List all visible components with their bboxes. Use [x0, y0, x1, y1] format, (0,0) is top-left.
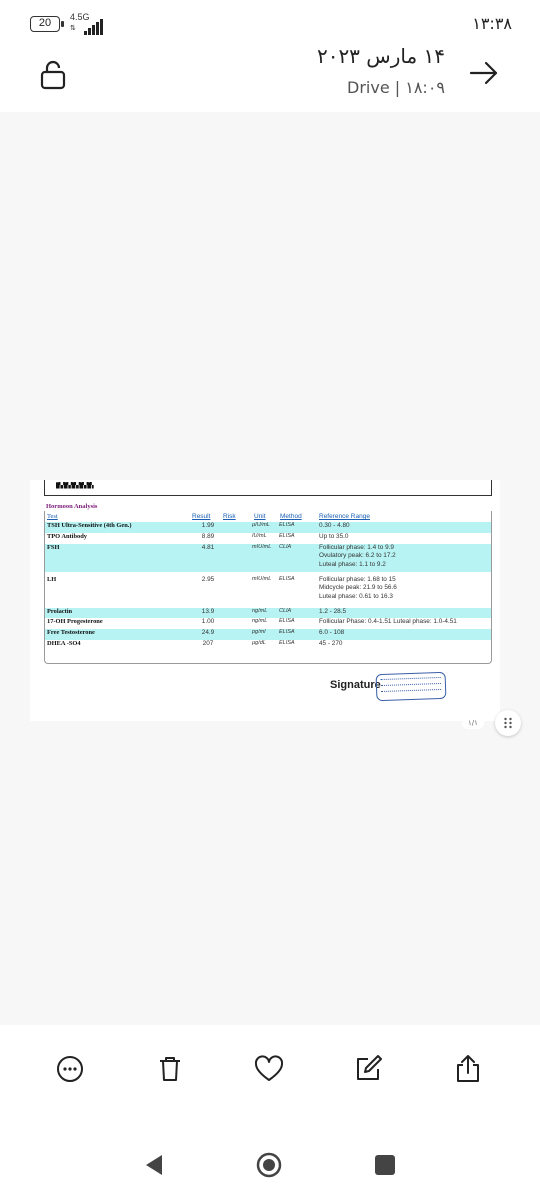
row-method: ELISA: [279, 576, 295, 582]
row-reference: 6.0 - 108: [319, 629, 345, 636]
col-risk: Risk: [223, 513, 236, 520]
signal-icon: [84, 19, 104, 35]
edit-icon[interactable]: [352, 1053, 384, 1085]
table-row: [45, 576, 491, 605]
network-type-icon: ⇅: [70, 24, 76, 32]
row-unit: ng/mL: [252, 618, 268, 624]
table-row: [45, 640, 491, 651]
row-method: ELISA: [279, 640, 295, 646]
share-icon[interactable]: [452, 1053, 484, 1085]
file-date: ۱۴ مارس ۲۰۲۳: [316, 44, 445, 68]
row-reference: 45 - 270: [319, 640, 343, 647]
status-clock: ۱۳:۳۸: [472, 14, 512, 33]
recents-icon[interactable]: [371, 1151, 399, 1179]
network-indicator: [70, 12, 110, 36]
row-method: ELISA: [279, 618, 295, 624]
row-result: 24.9: [201, 629, 215, 636]
row-result: 8.89: [201, 533, 215, 540]
row-result: 2.95: [201, 576, 215, 583]
row-method: ELISA: [279, 522, 295, 528]
row-reference: Follicular phase: 1.68 to 15 Midcycle peak: 21.9 to 56.6 Luteal phase: 0.61 to 16.3: [319, 576, 397, 600]
image-viewer[interactable]: [0, 112, 540, 1025]
row-reference: Follicular Phase: 0.4-1.51 Luteal phase: 1.0-4.51: [319, 618, 457, 625]
row-test: TSH Ultra-Sensitive (4th Gen.): [47, 522, 132, 529]
row-unit: IU/mL: [252, 533, 267, 539]
barcode-graphic: ▇▚▞▇▚▞▇▚▞▇▚▞▇▚: [56, 482, 93, 489]
signature-label: Signature: [330, 679, 381, 691]
col-unit: Unit: [254, 513, 266, 520]
row-reference: Follicular phase: 1.4 to 9.9 Ovulatory peak: 6.2 to 17.2 Luteal phase: 1.1 to 9.2: [319, 544, 396, 568]
lock-icon[interactable]: [38, 60, 68, 90]
row-unit: µIU/mL: [252, 522, 270, 528]
network-speed: 4.5G: [70, 12, 90, 22]
table-row: [45, 629, 491, 640]
table-row: [45, 533, 491, 544]
col-test: Test: [47, 513, 58, 520]
home-icon[interactable]: [255, 1151, 283, 1179]
battery-level: 20: [38, 17, 52, 29]
viewer-header: [0, 44, 540, 112]
col-reference: Reference Range: [319, 513, 370, 520]
row-method: CLIA: [279, 608, 292, 614]
row-reference: 1.2 - 28.5: [319, 608, 347, 615]
row-unit: pg/ml: [252, 629, 266, 635]
table-row: [45, 618, 491, 629]
row-test: 17-OH Progesterone: [47, 618, 103, 625]
results-table: [44, 511, 492, 664]
table-row: [45, 608, 491, 618]
row-unit: ng/mL: [252, 608, 268, 614]
row-test: DHEA -SO4: [47, 640, 81, 647]
bottom-toolbar: [0, 1025, 540, 1125]
row-test: Prolactin: [47, 608, 73, 615]
row-result: 4.81: [201, 544, 215, 551]
row-reference: Up to 35.0: [319, 533, 349, 540]
row-result: 1.00: [201, 618, 215, 625]
document-image: [30, 480, 500, 721]
page-indicator: ۱/۱: [462, 717, 484, 729]
row-test: TPO Antibody: [47, 533, 87, 540]
row-test: LH: [47, 576, 57, 583]
row-unit: mIU/mL: [252, 576, 272, 582]
row-unit: µg/dL: [252, 640, 266, 646]
drag-handle-icon[interactable]: [495, 710, 521, 736]
favorite-icon[interactable]: [253, 1053, 285, 1085]
file-source-time: Drive | ۱۸:۰۹: [347, 78, 445, 97]
system-nav-bar: [0, 1125, 540, 1200]
forward-arrow-icon[interactable]: [468, 60, 500, 86]
more-icon[interactable]: [54, 1053, 86, 1085]
row-test: Free Testosterone: [47, 629, 95, 636]
table-row: [45, 522, 491, 533]
delete-icon[interactable]: [154, 1053, 186, 1085]
table-row: [45, 544, 491, 572]
status-bar: [0, 0, 540, 44]
section-title: Hormoon Analysis: [46, 503, 98, 510]
row-method: ELISA: [279, 533, 295, 539]
row-test: FSH: [47, 544, 60, 551]
row-result: 1.99: [201, 522, 215, 529]
row-method: ELISA: [279, 629, 295, 635]
row-result: 13.9: [201, 608, 215, 615]
signature-stamp: [376, 672, 447, 701]
row-result: 207: [202, 640, 214, 647]
row-reference: 0.30 - 4.80: [319, 522, 350, 529]
col-result: Result: [192, 513, 211, 520]
row-unit: mIU/mL: [252, 544, 272, 550]
row-method: CLIA: [279, 544, 292, 550]
col-method: Method: [280, 513, 302, 520]
back-icon[interactable]: [140, 1151, 168, 1179]
battery-indicator: [30, 16, 60, 32]
table-header: [45, 513, 491, 522]
